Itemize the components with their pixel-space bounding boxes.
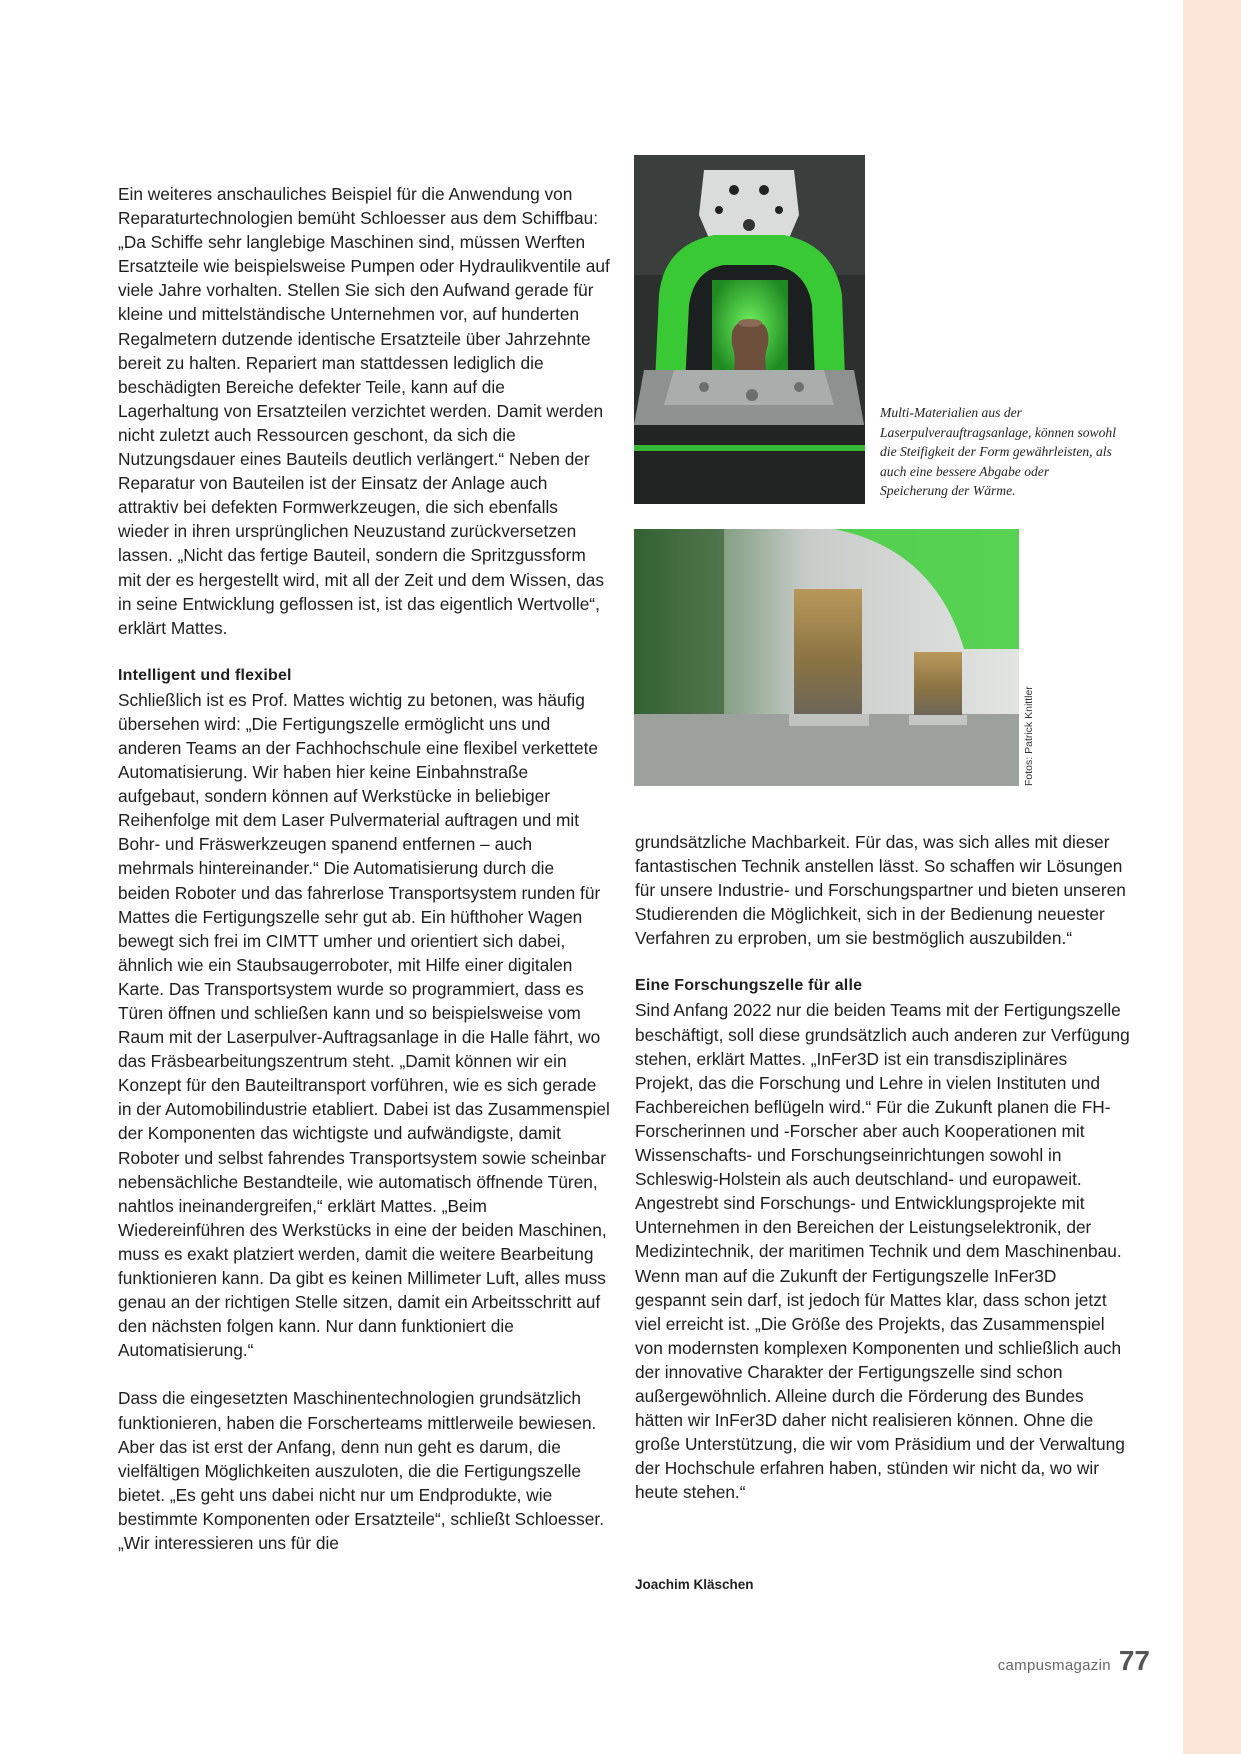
page-edge-strip [1183, 0, 1241, 1754]
right-paragraph-2: Sind Anfang 2022 nur die beiden Teams mit der Fertigungszelle beschäftigt, soll diese grundsätzlich auch anderen zur Verfügung stehen, erklärt Mattes. „InFer3D ist ein transdisziplinäres Projekt, das die Forschung und Lehre in vielen Instituten und Fachbereichen beflügeln wird.“ Für die Zukunft planen die FH-Forscherinnen und -Forscher aber auch Kooperationen mit Wissenschafts- und Forschungseinrichtungen sowohl in Schleswig-Holstein als auch deutschland- und europaweit. Angestrebt sind Forschungs- und Entwicklungsprojekte mit Unternehmen in den Bereichen der Leistungselektronik, der Medizintechnik, der maritimen Technik und dem Maschinenbau. Wenn man auf die Zukunft der Fertigungszelle InFer3D gespannt sein darf, ist jedoch für Mattes klar, dass schon jetzt viel erreicht ist. „Die Größe des Projekts, das Zusammenspiel von modernsten komplexen Komponenten und schließlich auch der innovative Charakter der Fertigungszelle sind schon außergewöhnlich. Alleine durch die Förderung des Bundes hätten wir InFer3D daher nicht realisieren können. Ohne die große Unterstützung, die wir vom Präsidium und der Verwaltung der Hochschule erfahren haben, stünden wir nicht da, wo wir heute stehen.“ [635, 1000, 1130, 1503]
left-paragraph-1: Ein weiteres anschauliches Beispiel für die Anwendung von Reparaturtechnologien bemüht Schloesser aus dem Schiffbau: „Da Schiffe sehr langlebige Maschinen sind, müssen Werften Ersatzteile wie beispielsweise Pumpen oder Hydraulikventile auf viele Jahre vorhalten. Stellen Sie sich den Aufwand gerade für kleine und mittelständische Unternehmen vor, auf hunderten Regalmetern dutzende identische Ersatzteile über Jahrzehnte bereit zu halten. Repariert man stattdessen lediglich die beschädigten Bereiche defekter Teile, kann auf die Lagerhaltung von Ersatzteilen verzichtet werden. Damit werden nicht zuletzt auch Ressourcen geschont, da sich die Nutzungsdauer eines Bauteils deutlich verlängert.“ Neben der Reparatur von Bauteilen ist der Einsatz der Anlage auch attraktiv bei defekten Formwerkzeugen, die sich ebenfalls wieder in ihren ursprünglichen Neuzustand zurückversetzen lassen. „Nicht das fertige Bauteil, sondern die Spritzgussform mit der es hergestellt wird, mit all der Zeit und dem Wissen, das in seine Entwicklung geflossen ist, ist das eigentlich Wertvolle“, erklärt Mattes. [118, 184, 610, 638]
left-text-column [118, 182, 610, 1555]
photo-multi-material-parts [634, 529, 1019, 786]
right-paragraph-1: grundsätzliche Machbarkeit. Für das, was sich alles mit dieser fantastischen Technik anstellen lässt. So schaffen wir Lösungen für unsere Industrie- und Forschungspartner und bieten unseren Studierenden die Möglichkeit, sich in der Bedienung neuester Verfahren zu erproben, um sie bestmöglich auszubilden.“ [635, 832, 1126, 949]
photo-caption: Multi-Materialien aus der Laserpulverauftragsanlage, können sowohl die Steifigkeit der Form gewährleisten, als auch eine bessere Abgabe oder Speicherung der Wärme. [880, 405, 1116, 498]
photo-credit: Fotos: Patrick Knittler [1023, 686, 1035, 786]
left-paragraph-2: Schließlich ist es Prof. Mattes wichtig zu betonen, was häufig übersehen wird: „Die Fertigungszelle ermöglicht uns und anderen Teams an der Fachhochschule eine flexibel verkettete Automatisierung. Wir haben hier keine Einbahnstraße aufgebaut, sondern können auf Werkstücke in beliebiger Reihenfolge mit dem Laser Pulvermaterial auftragen und mit Bohr- und Fräswerkzeugen spanend entfernen – auch mehrmals hintereinander.“ Die Automatisierung durch die beiden Roboter und das fahrerlose Transportsystem runden für Mattes die Fertigungszelle sehr gut ab. Ein hüfthoher Wagen bewegt sich frei im CIMTT umher und orientiert sich dabei, ähnlich wie ein Staubsaugerroboter, mit Hilfe einer digitalen Karte. Das Transportsystem wurde so programmiert, dass es Türen öffnen und schließen kann und so beispielsweise vom Raum mit der Laserpulver-Auftragsanlage in die Halle fährt, wo das Fräsbearbeitungszentrum steht. „Damit können wir ein Konzept für den Bauteiltransport vorführen, wie es sich gerade in der Automobilindustrie etabliert. Dabei ist das Zusammenspiel der Komponenten das wichtigste und aufwändigste, damit Roboter und selbst fahrendes Transportsystem sowie scheinbar nebensächliche Bestandteile, wie automatisch öffnende Türen, nahtlos ineinandergreifen,“ erklärt Mattes. „Beim Wiedereinführen des Werkstücks in eine der beiden Maschinen, muss es exakt platziert werden, damit die weitere Bearbeitung funktionieren kann. Da gibt es keinen Millimeter Luft, alles muss genau an der richtigen Stelle sitzen, damit ein Arbeitsschritt auf den nächsten folgen kann. Nur dann funktioniert die Automatisierung.“ [118, 689, 610, 1361]
material-parts-illustration [634, 529, 1019, 786]
author-name: Joachim Kläschen [635, 1577, 754, 1592]
magazine-name: campusmagazin [997, 1657, 1111, 1674]
laser-machine-illustration [634, 155, 865, 504]
section-heading-forschungszelle: Eine Forschungszelle für alle [635, 977, 863, 995]
right-text-column [635, 830, 1130, 1504]
page-number: 77 [1118, 1645, 1150, 1676]
photo-laser-machine [634, 155, 865, 504]
page-footer [998, 1645, 1150, 1677]
left-paragraph-3: Dass die eingesetzten Maschinentechnologien grundsätzlich funktionieren, haben die Forscherteams mittlerweile bewiesen. Aber das ist erst der Anfang, denn nun geht es darum, die vielfältigen Möglichkeiten auszuloten, die die Fertigungszelle bietet. „Es geht uns dabei nicht nur um Endprodukte, wie bestimmte Komponenten oder Ersatzteile“, schließt Schloesser. „Wir interessieren uns für die [118, 1388, 605, 1553]
section-heading-intelligent: Intelligent und flexibel [118, 666, 292, 684]
